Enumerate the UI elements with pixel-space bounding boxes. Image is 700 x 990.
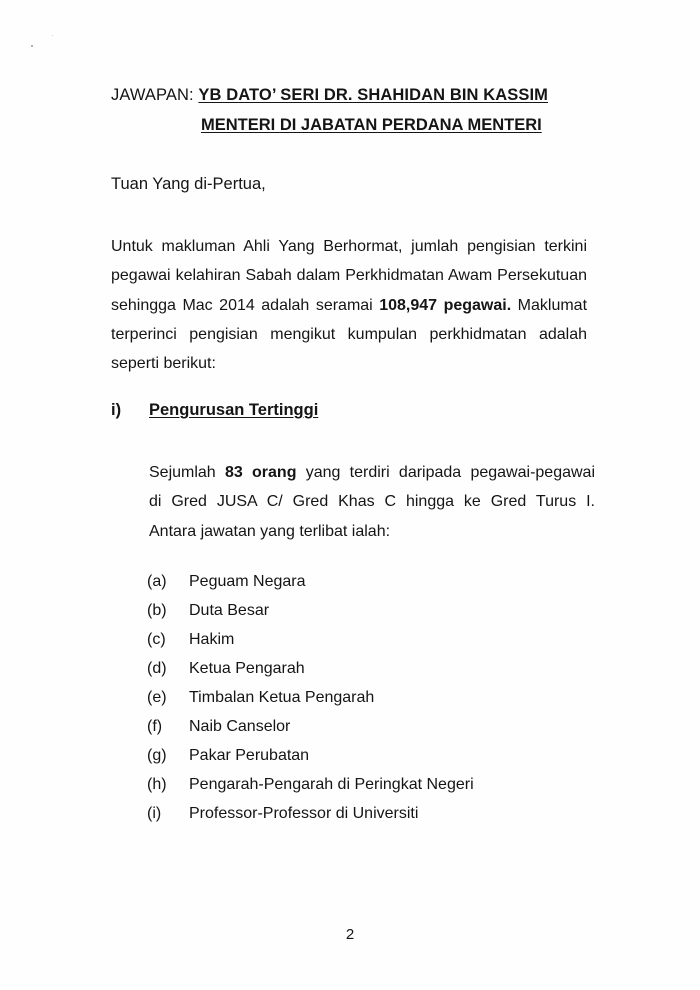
list-item — [147, 658, 567, 687]
respondent-position: MENTERI DI JABATAN PERDANA MENTERI — [201, 116, 542, 134]
scan-speck — [31, 45, 33, 47]
intro-line: terperinci pengisian mengikut kumpulan perkhidmatan adalah — [111, 325, 587, 343]
section-number: i) — [111, 401, 122, 419]
list-marker: (e) — [147, 689, 167, 706]
list-text: Peguam Negara — [189, 573, 306, 590]
list-item — [147, 803, 567, 832]
list-marker: (a) — [147, 573, 167, 590]
list-item — [147, 716, 567, 745]
salutation: Tuan Yang di-Pertua, — [111, 175, 266, 193]
list-text: Timbalan Ketua Pengarah — [189, 689, 375, 706]
position-list — [147, 571, 567, 832]
answer-prefix: JAWAPAN: — [111, 86, 199, 104]
list-text: Duta Besar — [189, 602, 270, 619]
answer-header — [111, 86, 548, 105]
total-officers: 108,947 pegawai. — [379, 296, 512, 314]
list-item — [147, 687, 567, 716]
intro-line: Untuk makluman Ahli Yang Berhormat, jumlah pengisian terkini — [111, 238, 587, 255]
officer-count: 83 orang — [224, 464, 297, 481]
list-text: Hakim — [189, 631, 235, 648]
list-marker: (d) — [147, 660, 167, 677]
list-item — [147, 745, 567, 774]
scan-speck — [52, 35, 53, 36]
list-marker: (c) — [147, 631, 166, 648]
section-paragraph — [149, 458, 595, 546]
list-text: Ketua Pengarah — [189, 660, 305, 677]
section-text: Sejumlah — [149, 464, 225, 481]
respondent-name: YB DATO’ SERI DR. SHAHIDAN BIN KASSIM — [198, 86, 549, 104]
intro-text: sehingga Mac 2014 adalah seramai — [111, 296, 380, 314]
list-item — [147, 571, 567, 600]
list-marker: (f) — [147, 718, 163, 735]
section-line — [149, 458, 595, 487]
list-text: Professor-Professor di Universiti — [189, 805, 419, 822]
list-text: Pengarah-Pengarah di Peringkat Negeri — [189, 776, 474, 793]
intro-line: pegawai kelahiran Sabah dalam Perkhidmatan Awam Persekutuan — [111, 267, 587, 285]
list-text: Naib Canselor — [189, 718, 291, 735]
list-text: Pakar Perubatan — [189, 747, 310, 764]
intro-line — [111, 291, 587, 320]
list-marker: (g) — [147, 747, 167, 764]
list-marker: (b) — [147, 602, 167, 619]
section-line: di Gred JUSA C/ Gred Khas C hingga ke Gred Turus I. — [149, 493, 595, 511]
intro-paragraph — [111, 232, 587, 378]
list-item — [147, 600, 567, 629]
list-item — [147, 774, 567, 803]
list-marker: (h) — [147, 776, 167, 793]
intro-text: Maklumat — [511, 296, 588, 314]
intro-line: seperti berikut: — [111, 355, 216, 373]
list-marker: (i) — [147, 805, 162, 822]
section-line: Antara jawatan yang terlibat ialah: — [149, 522, 391, 540]
section-text: yang terdiri daripada pegawai-pegawai — [296, 464, 595, 481]
section-title: Pengurusan Tertinggi — [149, 401, 319, 419]
list-item — [147, 629, 567, 658]
page-number: 2 — [345, 926, 355, 943]
